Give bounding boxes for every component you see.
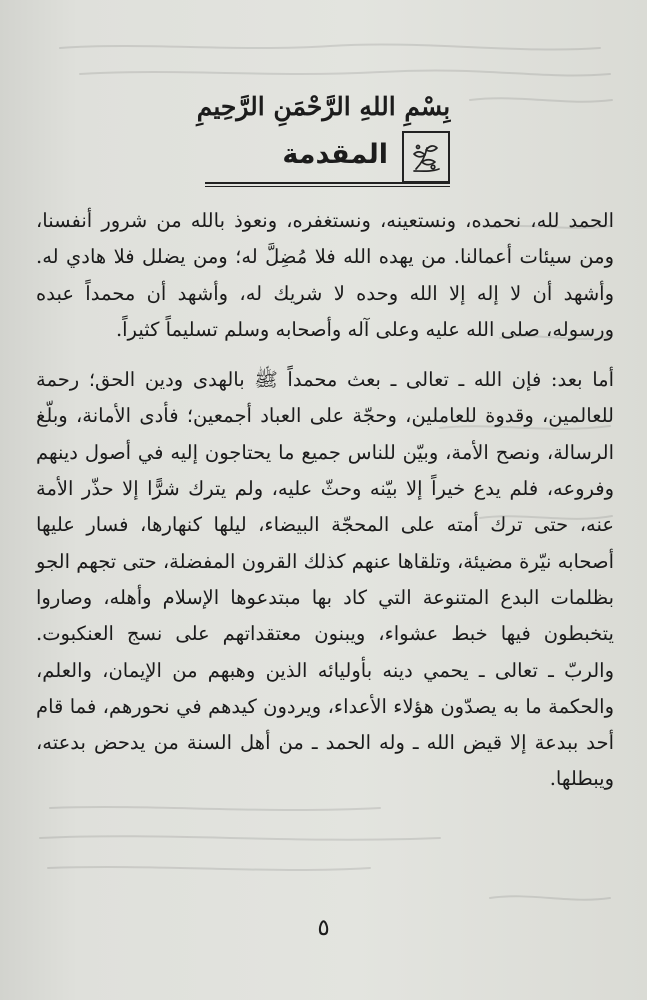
heading-underline	[205, 182, 450, 187]
basmala: بِسْمِ اللهِ الرَّحْمَنِ الرَّحِيمِ	[196, 92, 451, 121]
section-heading	[205, 131, 450, 187]
body-text	[36, 203, 614, 798]
page-number: ٥	[317, 915, 330, 941]
intro-paragraph: الحمد لله، نحمده، ونستعينه، ونستغفره، ونعوذ بالله من شرور أنفسنا، ومن سيئات أعمالنا. من يهده الله فلا مُضِلَّ له؛ ومن يضلل فلا هادي له. وأشهد أن لا إله إلا الله وحده لا شريك له، وأشهد أن محمداً عبده ورسوله، صلى الله عليه وعلى آله وأصحابه وسلم تسليماً كثيراً.	[36, 209, 614, 341]
floral-ornament-icon	[409, 138, 443, 176]
main-paragraph: أما بعد: فإن الله ـ تعالى ـ بعث محمداً ﷺ بالهدى ودين الحق؛ رحمة للعالمين، وقدوة للعاملين، وحجّة على العباد أجمعين؛ فأدى الأمانة، وبلّغ الرسالة، ونصح الأمة، وبيّن للناس جميع ما يحتاجون إليه في أصول دينهم وفروعه، فلم يدع خيراً إلا بيّنه وحثّ عليه، ولم يترك شرًّا إلا حذّر الأمة عنه، حتى ترك أمته على المحجّة البيضاء، ليلها كنهارها، فسار عليها أصحابه نيّرة مضيئة، وتلقاها عنهم كذلك القرون المفضلة، حتى تجهم الجو بظلمات البدع المتنوعة التي كاد بها مبتدعوها الإسلام وأهله، وصاروا يتخبطون فيها خبط عشواء، ويبنون معتقداتهم على نسج العنكبوت. والربّ ـ تعالى ـ يحمي دينه بأوليائه الذين وهبهم من الإيمان، والعلم، والحكمة ما به يصدّون هؤلاء الأعداء، ويردون كيدهم في نحورهم، فما قام أحد ببدعة إلا قيض الله ـ وله الحمد ـ من أهل السنة من يدحض بدعته، ويبطلها.	[36, 368, 614, 791]
ornament-frame	[402, 131, 450, 183]
section-title: المقدمة	[282, 139, 388, 170]
